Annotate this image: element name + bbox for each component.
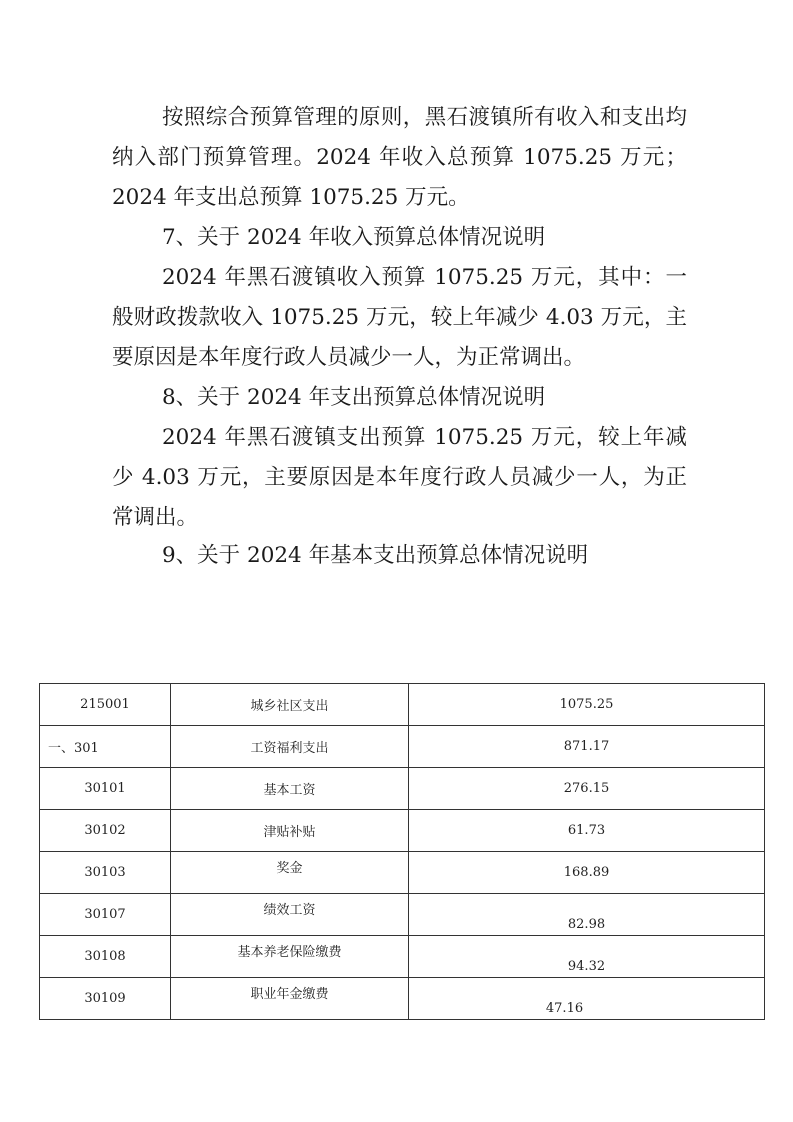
table-cell-amount-text: 94.32 — [567, 959, 606, 974]
table-cell-name: 基本工资 — [171, 768, 409, 810]
table-cell-amount — [409, 894, 765, 936]
table-row — [40, 768, 765, 810]
table-cell-name — [171, 894, 409, 936]
table-cell-name — [171, 936, 409, 978]
table-cell-name-text: 职业年金缴费 — [250, 987, 329, 1002]
table-cell-code: 30103 — [40, 852, 171, 894]
table-cell-name: 工资福利支出 — [171, 726, 409, 768]
table-cell-amount-text: 82.98 — [567, 917, 606, 932]
section-9-heading: 9、关于 2024 年基本支出预算总体情况说明 — [162, 543, 589, 568]
table-cell-code: 一、301 — [40, 726, 171, 768]
table-cell-amount: 61.73 — [409, 810, 765, 852]
table-cell-code: 30101 — [40, 768, 171, 810]
table-row — [40, 726, 765, 768]
table-cell-code: 30102 — [40, 810, 171, 852]
table-cell-amount — [409, 936, 765, 978]
table-row — [40, 810, 765, 852]
table-cell-amount-text: 47.16 — [545, 1001, 584, 1016]
section-7-heading: 7、关于 2024 年收入预算总体情况说明 — [162, 225, 546, 250]
table-cell-code: 30109 — [40, 978, 171, 1020]
table-cell-name-text: 绩效工资 — [263, 903, 316, 918]
table-cell-name-text: 基本养老保险缴费 — [237, 945, 342, 960]
table-row — [40, 684, 765, 726]
section-8-paragraph: 2024 年黑石渡镇支出预算 1075.25 万元，较上年减少 4.03 万元，主要原因是本年度行政人员减少一人，为正常调出。 — [112, 425, 687, 530]
intro-paragraph: 按照综合预算管理的原则，黑石渡镇所有收入和支出均纳入部门预算管理。2024 年收入总预算 1075.25 万元；2024 年支出总预算 1075.25 万元。 — [112, 105, 687, 210]
section-8-heading: 8、关于 2024 年支出预算总体情况说明 — [162, 385, 546, 410]
table-cell-amount: 168.89 — [409, 852, 765, 894]
table-row — [40, 978, 765, 1020]
table-row — [40, 894, 765, 936]
table-cell-code: 30108 — [40, 936, 171, 978]
table-cell-name — [171, 978, 409, 1020]
table-cell-code: 215001 — [40, 684, 171, 726]
table-row — [40, 852, 765, 894]
table-cell-amount: 1075.25 — [409, 684, 765, 726]
table-cell-name-text: 奖金 — [276, 861, 303, 876]
table-cell-name — [171, 852, 409, 894]
section-7-paragraph: 2024 年黑石渡镇收入预算 1075.25 万元，其中：一般财政拨款收入 1075.25 万元，较上年减少 4.03 万元，主要原因是本年度行政人员减少一人，为正常调出。 — [112, 265, 687, 370]
table-cell-code: 30107 — [40, 894, 171, 936]
table-cell-name: 城乡社区支出 — [171, 684, 409, 726]
table-cell-amount: 276.15 — [409, 768, 765, 810]
basic-expenditure-table — [39, 683, 765, 1020]
table-cell-name: 津贴补贴 — [171, 810, 409, 852]
table-cell-amount: 871.17 — [409, 726, 765, 768]
table-row — [40, 936, 765, 978]
table-cell-amount — [409, 978, 765, 1020]
